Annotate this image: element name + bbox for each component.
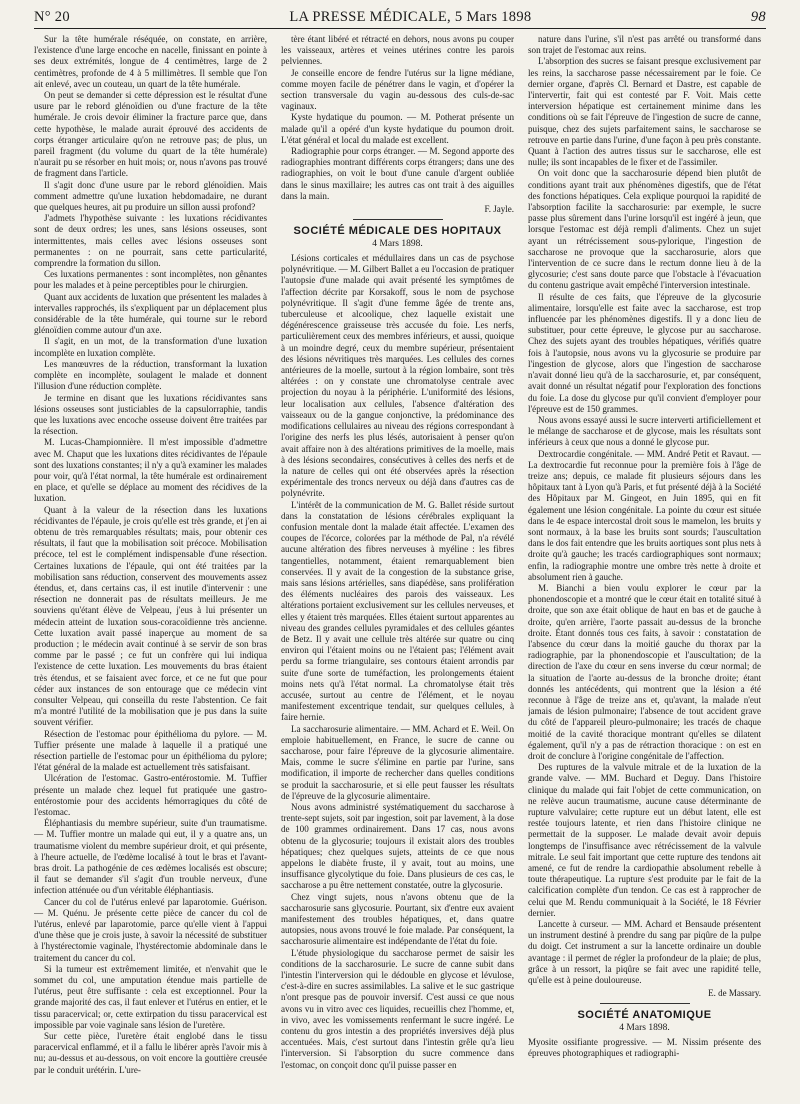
paragraph: Ulcération de l'estomac. Gastro-entérostomie. M. Tuffier présente un malade chez lequel fut pratiquée une gastro-entérostomie pour des accidents hémorragiques du côté de l'estomac. — [34, 773, 267, 818]
paragraph: Myosite ossifiante progressive. — M. Nissim présente des épreuves photographiques et radiographi- — [528, 1037, 761, 1059]
paragraph: Les manœuvres de la réduction, transformant la luxation complète en incomplète, soulagent le malade et donnent l'illusion d'une réduction complète. — [34, 358, 267, 392]
paragraph: Cancer du col de l'utérus enlevé par laparotomie. Guérison. — M. Quénu. Je présente cette pièce de cancer du col de l'utérus, enlevé par laparotomie, parce qu'elle vient à l'appui d'une thèse que je crois juste, à savoir la nécessité de substituer à l'hystérectomie vaginale, l'hystérectomie abdominale dans le traitement du cancer du col. — [34, 896, 267, 963]
page-header — [34, 6, 766, 29]
paragraph: Je conseille encore de fendre l'utérus sur la ligne médiane, comme moyen facile de pénétrer dans le vagin, et d'opérer la section transversale du vagin au-dessous des culs-de-sac vaginaux. — [281, 67, 514, 112]
paragraph: Dextrocardie congénitale. — MM. André Petit et Ravaut. — La dextrocardie fut reconnue pour la première fois à l'âge de treize ans; depuis, ce malade fit plusieurs séjours dans les hôpitaux tant à Lyon qu'à Paris, et fut présenté déjà à la Société des Hôpitaux par M. Gingeot, en Juin 1895, qui en fit également une lésion congénitale. La pointe du cœur est située dans le 4e espace intercostal droit sous le mamelon, les bruits y sont normaux, à la base les bruits sont sourds; l'auscultation dans le dos fait entendre que les bruits aortiques sont plus nets à droite qu'à gauche; les tracés cardiographiques sont normaux; enfin, la radiographie montre une ombre très nette à droite et absolument rien à gauche. — [528, 448, 761, 582]
issue-number: N° 20 — [34, 8, 70, 25]
paragraph: M. Bianchi a bien voulu explorer le cœur par la phonendoscopie et a montré que le cœur était en totalité situé à droite, que son axe était oblique de haut en bas et de gauche à droite, qu'en arrière, l'aorte passait au-dessus de la bronche droite. Étant donnés tous ces faits, à savoir : constatation de l'absence du cœur dans la moitié gauche du thorax par la radiographie, par la phonendoscopie et l'auscultation; de la direction de l'axe du cœur en sens inverse du cœur normal; de la situation de l'aorte au-dessus de la bronche droite; étant donnés les antécédents, qui montrent que la lésion a été reconnue à l'âge de treize ans et, qu'avant, la malade n'eut jamais de lésion pulmonaire; l'absence de tout accident grave du côté de l'appareil pleuro-pulmonaire; les tracés de chaque moitié de la cavité thoracique montrant qu'elles se dilatent également, qu'il n'y a pas de rétraction thoracique : on est en droit de conclure à l'origine congénitale de l'affection. — [528, 582, 761, 761]
section-title: SOCIÉTÉ MÉDICALE DES HOPITAUX — [293, 225, 502, 238]
signature: F. Jayle. — [484, 204, 514, 215]
paragraph: M. Lucas-Championnière. Il m'est impossible d'admettre avec M. Chaput que les luxations dites récidivantes de l'épaule sont des luxations constantes; il n'y a qu'à examiner les malades pour voir, qu'à l'état normal, la tête humérale est ordinairement en place, et qu'elle se déplace au moment des récidives de la luxation. — [34, 437, 267, 504]
section-divider — [600, 1003, 690, 1004]
paragraph: Kyste hydatique du poumon. — M. Potherat présente un malade qu'il a opéré d'un kyste hydatique du poumon droit. L'état général et local du malade est excellent. — [281, 112, 514, 145]
paragraph: Quant à la valeur de la résection dans les luxations récidivantes de l'épaule, je crois qu'elle est très grande, et j'en ai obtenu de très remarquables résultats; mais, pour obtenir ces résultats, il faut que la mobilisation soit précoce. Mobilisation précoce, tel est le complément indispensable d'une résection. Certaines luxations de l'épaule, qui ont été traitées par la mobilisation sans réduction, conservent des mouvements assez étendus, et, dans certains cas, il est inutile d'intervenir : une résection ne donnerait pas de résultats meilleurs. Je me souviens qu'étant élève de Velpeau, j'eus à lui présenter un médecin atteint de luxation sous-coracoïdienne très ancienne. Cette luxation avait passé inaperçue au moment de sa production ; le médecin avait continué à se servir de son bras comme par le passé ; ce fut un confrère qui lui indiqua l'existence de cette luxation. Les mouvements du bras étaient très étendus, et se faisaient avec force, et ce ne fut que pour céder aux instances de son entourage que ce médecin vint consulter Velpeau, qui conseilla du reste l'abstention. Ce fait m'a montré l'utilité de la mobilisation que je pus dans la suite souvent vérifier. — [34, 504, 267, 728]
paragraph: Nous avons essayé aussi le sucre interverti artificiellement et le mélange de saccharose et de glycose, mais les résultats sont inférieurs à ceux que nous a donné le glycose pur. — [528, 414, 761, 448]
paragraph: L'étude physiologique du saccharose permet de saisir les conditions de la saccharosurie. Le sucre de canne subit dans l'intestin l'interversion qui le dédouble en glycose et lévulose, c'est-à-dire en sucres assimilables. La salive et le suc gastrique n'ont presque pas de pouvoir inversif. C'est aussi ce que nous avons vu in vitro avec ces liquides, recueillis chez l'homme, et, in vivo, avec les vomissements renfermant le sucre ingéré. Le contenu du gros intestin a des propriétés inversives déjà plus accentuées. Mais, c'est surtout dans l'intestin grêle qu'a lieu l'interversion. Si l'absorption du sucre commence dans l'estomac, on conçoit donc qu'il puisse passer en — [281, 947, 514, 1070]
paragraph: L'absorption des sucres se faisant presque exclusivement par les reins, la saccharose passe nécessairement par le foie. Ce dernier organe, d'après Cl. Bernard et Dastre, est capable de l'intervertir, fait qui est contesté par F. Voit. Mais cette interversion hépatique est certainement minime dans les conditions où se fait l'épreuve de l'ingestion de sucre de canne, puisque, chez des sujets parfaitement sains, le saccharose se retrouve en partie dans l'urine, d'une façon à peu près constante. Quant à l'action des autres tissus sur le saccharose, elle est nulle; ils sont incapables de le fixer et de l'assimiler. — [528, 56, 761, 168]
paragraph: Quant aux accidents de luxation que présentent les malades à intervalles rapprochés, ils s'expliquent par un déplacement plus considérable de la tête humérale, qui tourne sur le rebord glénoïdien comme autour d'un axe. — [34, 291, 267, 336]
signature: E. de Massary. — [708, 988, 761, 999]
paragraph: nature dans l'urine, s'il n'est pas arrêté ou transformé dans son trajet de l'estomac aux reins. — [528, 34, 761, 56]
column-3 — [528, 34, 761, 1096]
paragraph: Sur cette pièce, l'uretère était englobé dans le tissu paracervical enflammé, et il a fallu le libérer après l'avoir mis à nu; au-dessus et au-dessous, on voit encore la gouttière creusée par le conduit urétérin. L'ure- — [34, 1031, 267, 1075]
paragraph: On peut se demander si cette dépression est le résultat d'une usure par le rebord glénoïdien ou d'une fracture de la tête humérale. Je crois devoir éliminer la fracture parce que, dans cette hypothèse, le malade aurait éprouvé des accidents de corps étranger articulaire qu'on ne retrouve pas; de plus, un pareil fragment (du volume du quart de la tête humérale) n'aurait pu se résorber en huit mois; or, nous n'avons pas trouvé de fragment dans l'article. — [34, 90, 267, 179]
journal-title: LA PRESSE MÉDICALE, 5 Mars 1898 — [289, 8, 532, 25]
paragraph: Sur la tête humérale réséquée, on constate, en arrière, l'existence d'une large encoche en nacelle, finissant en pointe à ses deux extrémités, longue de 4 centimètres, large de 2 centimètres, profonde de 4 à 5 millimètres. Il semble que l'on ait enlevé, avec un couteau, un quart de la tête humérale. — [34, 34, 267, 89]
paragraph: Nous avons administré systématiquement du saccharose à trente-sept sujets, soit par ingestion, soit par lavement, à la dose de 100 grammes ordinairement. Dans 17 cas, nous avons obtenu de la glycosurie; toujours il existait alors des troubles hépatiques; chez quelques sujets, atteints de ce que nous appelons le diabète fruste, il y avait, tout au moins, une insuffisance glycolytique du foie. Dans plusieurs de ces cas, le saccharose a pu être nettement constatée, outre la glycosurie. — [281, 802, 514, 891]
paragraph: Il s'agit, en un mot, de la transformation d'une luxation incomplète en luxation complète. — [34, 336, 267, 358]
paragraph: Éléphantiasis du membre supérieur, suite d'un traumatisme. — M. Tuffier montre un malade qui eut, il y a quatre ans, un traumatisme violent du membre supérieur droit, et qui présente, à l'heure actuelle, de l'œdème localisé à tout le bras et l'avant-bras droit. La pathogénie de ces œdèmes localisés est obscure; il faut se demander s'il s'agit d'un trouble nerveux, d'une infection atténuée ou d'un véritable éléphantiasis. — [34, 818, 267, 896]
paragraph: L'intérêt de la communication de M. G. Ballet réside surtout dans la constatation de lésions cérébrales expliquant la confusion mentale dont la malade était affectée. L'examen des coupes de l'écorce, colorées par la méthode de Pal, n'a révélé aucune altération des fibres nerveuses à myéline : les fibres tangentielles, notamment, étaient remarquablement bien conservées. Il y avait de la congestion de la substance grise, mais sans lésions artérielles, sans diapédèse, sans prolifération des éléments nucléaires des parois des vaisseaux. Les altérations portaient exclusivement sur les cellules nerveuses, et elles y étaient très marquées. Elles étaient surtout apparentes au niveau des grandes cellules pyramidales et des cellules géantes de Betz. Il y avait une cellule très altérée sur quatre ou cinq environ qui l'étaient moins ou ne l'étaient pas; l'élément avait perdu sa forme triangulaire, ses contours étaient arrondis par suite d'une sorte de tuméfaction, les prolongements étaient moins nets qu'à l'état normal. La chromatolyse était très accusée, surtout au centre de l'élément, et le noyau manifestement excentrique tendait, sur quelques cellules, à faire hernie. — [281, 499, 514, 723]
section-title: SOCIÉTÉ ANATOMIQUE — [577, 1009, 712, 1022]
paragraph: Lésions corticales et médullaires dans un cas de psychose polynévritique. — M. Gilbert Ballet a eu l'occasion de pratiquer l'autopsie d'une malade qui avait présenté les symptômes de l'affection décrite par Korsakoff, sous le nom de psychose polynévritique. Il s'agit d'une femme âgée de trente ans, tuberculeuse et alcoolique, chez laquelle existait une dégénérescence graisseuse très accusée du foie. Les nerfs, particulièrement ceux des membres inférieurs, et aussi, quoique à un moindre degré, ceux du membre supérieur, présentaient des lésions névritiques très marquées. Les cellules des cornes antérieures de la moelle, surtout à la région lombaire, sont très altérées : on y constate une chromatolyse centrale avec projection du noyau à la périphérie. L'uniformité des lésions, leur localisation aux cellules, l'absence d'altération des vaisseaux ou de la gangue conjonctive, la prédominance des modifications cellulaires au niveau des régions correspondant à l'origine des nerfs les plus lésés, autorisaient à penser qu'on avait affaire non à des altérations primitives de la moelle, mais à des lésions secondaires, consécutives à celles des nerfs et de la nature de celles qui ont été observées après la résection expérimentale des troncs nerveux ou déjà dans d'autres cas de polynévrite. — [281, 253, 514, 499]
paragraph: On voit donc que la saccharosurie dépend bien plutôt de conditions ayant trait aux phénomènes digestifs, que de l'état des fonctions hépatiques. Cela explique pourquoi la rapidité de l'absorption facilite la saccharosurie: par exemple, le sucre passe plus sûrement dans l'urine lorsqu'il est ingéré à jeun, que lorsque l'estomac est déjà rempli d'aliments. Chez un sujet ayant un rétrécissement sous-pylorique, l'ingestion de saccharose ne provoque que la saccharosurie, alors que l'intervention de ce sucre dans le rectum donne lieu à de la glycosurie; c'est sans doute parce que l'obstacle à l'évacuation du contenu gastrique avait empêché l'interversion intestinale. — [528, 168, 761, 291]
section-date: 4 Mars 1898. — [619, 1023, 670, 1034]
paragraph: Chez vingt sujets, nous n'avons obtenu que de la saccharosurie sans glycosurie. Pourtant, six d'entre eux avaient manifestement des troubles hépatiques, et, dans quatre autopsies, nous avons trouvé le foie malade. Par conséquent, la saccharosurie alimentaire est indépendante de l'état du foie. — [281, 891, 514, 947]
article-columns — [34, 34, 764, 1096]
paragraph: Résection de l'estomac pour épithélioma du pylore. — M. Tuffier présente une malade à laquelle il a pratiqué une résection partielle de l'estomac pour un épithélioma du pylore; l'état général de la malade est actuellement très satisfaisant. — [34, 728, 267, 773]
paragraph: La saccharosurie alimentaire. — MM. Achard et E. Weil. On emploie habituellement, en France, le sucre de canne ou saccharose, pour faire l'épreuve de la glycosurie alimentaire. Mais, comme le sucre s'élimine en partie par l'urine, sans modification, il importe de rechercher dans quelles conditions se produit la saccharosurie, et si elle peut fausser les résultats de l'épreuve de la glycosurie alimentaire. — [281, 723, 514, 801]
column-2 — [281, 34, 514, 1096]
paragraph: Il résulte de ces faits, que l'épreuve de la glycosurie alimentaire, lorsqu'elle est faite avec la saccharose, est trop influencée par les phénomènes digestifs. Il y a donc lieu de substituer, pour cette épreuve, le glycose pur au saccharose. Chez des sujets ayant des troubles hépatiques, vérifiés quatre fois à l'autopsie, nous avons vu la glycosurie se produire par l'ingestion de glycose, alors que l'ingestion de saccharose n'avait donné lieu qu'à de la saccharosurie, et, par conséquent, avait donné un résultat négatif pour l'exploration des fonctions du foie. La dose du glycose pur qu'il convient d'employer pour l'épreuve est de 150 grammes. — [528, 291, 761, 414]
paragraph: Lancette à curseur. — MM. Achard et Bensaude présentent un instrument destiné à prendre du sang par piqûre de la pulpe du doigt. Cet instrument a sur la lancette ordinaire un double avantage : il permet de régler la profondeur de la plaie; de plus, grâce à un ressort, la piqûre se fait avec une rapidité telle, qu'elle est à peine douloureuse. — [528, 919, 761, 986]
section-date: 4 Mars 1898. — [372, 239, 423, 250]
paragraph: Ces luxations permanentes : sont incomplètes, non gênantes pour les malades et à peine perceptibles pour le chirurgien. — [34, 269, 267, 291]
paragraph: Des ruptures de la valvule mitrale et de la luxation de la grande valve. — MM. Buchard et Deguy. Dans l'histoire clinique du malade qui fait l'objet de cette communication, on ne relève aucun traumatisme, aucune cause déterminante de rupture valvulaire; cette rupture eut un début latent, elle est restée toujours latente, et rien dans l'histoire clinique ne permettait de la supposer. Le malade devait avoir depuis longtemps de l'insuffisance avec rétrécissement de la valvule mitrale. Le seul fait important que cette rupture des tendons ait amené, ce fut de rendre la cardiopathie absolument rebelle à toute thérapeutique. La rupture s'est produite par le fait de la calcification complète d'un tendon. Ce cas est à rapprocher de celui que M. Rendu communiquait à la Société, le 18 Février dernier. — [528, 762, 761, 918]
paragraph: Radiographie pour corps étranger. — M. Segond apporte des radiographies montrant différents corps étrangers; dans une des radiographies, on voit le bout d'une canule d'argent oubliée dans le sinus maxillaire; les autres cas ont trait à des aiguilles dans la main. — [281, 146, 514, 201]
paragraph: Il s'agit donc d'une usure par le rebord glénoïdien. Mais comment admettre qu'une luxation hebdomadaire, ne durant que quelques heures, ait pu produire un sillon aussi profond? — [34, 179, 267, 213]
section-divider — [353, 219, 443, 220]
paragraph: tère étant libéré et rétracté en dehors, nous avons pu couper les vaisseaux, artères et veines utérines contre les parois pelviennes. — [281, 34, 514, 67]
column-1 — [34, 34, 267, 1096]
paragraph: Si la tumeur est extrêmement limitée, et n'envahit que le sommet du col, une amputation étendue mais partielle de l'utérus, peut être suffisante : cela est exceptionnel. Pour la grande majorité des cas, il faut enlever et l'utérus en entier, et le tissu paracervical; or, cette extirpation du tissu paracervical est impossible par voie vaginale sans lésion de l'uretère. — [34, 963, 267, 1030]
paragraph: Je termine en disant que les luxations récidivantes sans lésions osseuses sont justiciables de la capsulorraphie, tandis que les luxations avec encoche osseuse doivent être traitées par la résection. — [34, 392, 267, 437]
paragraph: J'admets l'hypothèse suivante : les luxations récidivantes sont de deux ordres; les unes, sans lésions osseuses, sont intermittentes, mais celles avec lésions osseuses sont permanentes : on ne pourrait, sans cette particularité, comprendre la formation du sillon. — [34, 213, 267, 269]
page-number: 98 — [750, 8, 766, 25]
